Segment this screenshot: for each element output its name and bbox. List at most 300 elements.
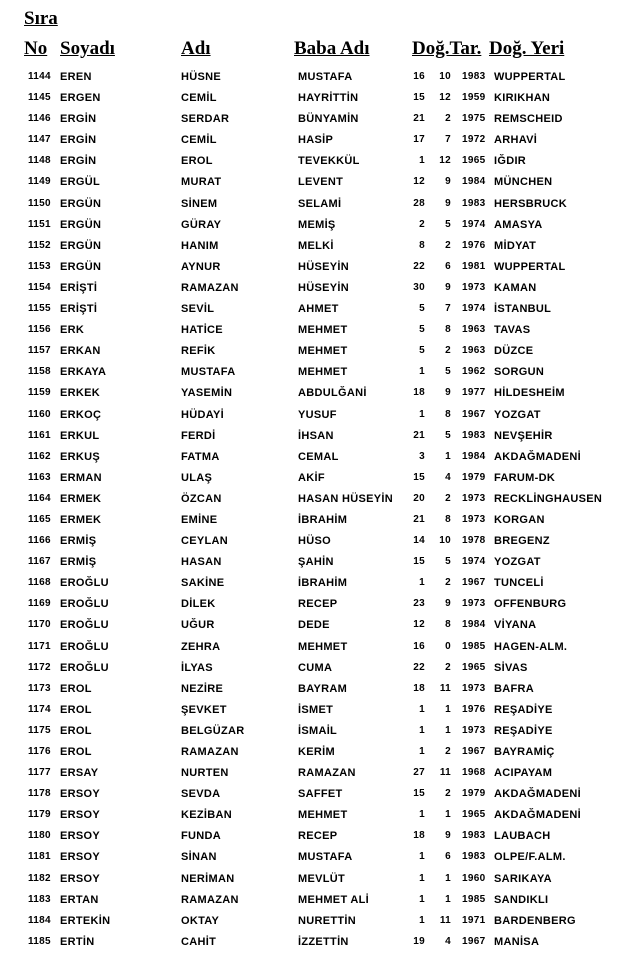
record-number: 1160 [28, 408, 51, 420]
record-number: 1150 [28, 197, 51, 209]
father-name: BAYRAM [298, 682, 348, 695]
table-row [0, 152, 630, 173]
birth-place: KAMAN [494, 281, 537, 294]
father-name: HASAN HÜSEYİN [298, 492, 393, 505]
father-name: İSMAİL [298, 724, 338, 737]
table-row [0, 532, 630, 553]
record-number: 1172 [28, 661, 51, 673]
birth-month: 11 [439, 682, 451, 694]
table-row [0, 785, 630, 806]
table-row [0, 427, 630, 448]
birth-year: 1978 [462, 535, 486, 547]
first-name: CAHİT [181, 935, 217, 948]
birth-day: 18 [413, 387, 425, 399]
father-name: RECEP [298, 830, 338, 843]
birth-place: MANİSA [494, 935, 540, 948]
birth-day: 15 [413, 556, 425, 568]
birth-year: 1967 [462, 935, 486, 947]
table-row [0, 384, 630, 405]
birth-year: 1984 [462, 450, 486, 462]
table-row [0, 363, 630, 384]
first-name: SİNEM [181, 197, 218, 210]
record-number: 1159 [28, 387, 51, 399]
father-name: CEMAL [298, 450, 339, 463]
father-name: LEVENT [298, 176, 344, 189]
birth-year: 1983 [462, 851, 486, 863]
first-name: RAMAZAN [181, 746, 239, 758]
father-name: MELKİ [298, 239, 334, 252]
father-name: MEVLÜT [298, 872, 346, 885]
surname: ERGÜN [60, 239, 102, 252]
birth-year: 1977 [462, 387, 486, 399]
table-row [0, 912, 630, 933]
birth-month: 0 [445, 640, 451, 652]
birth-place: AMASYA [494, 218, 543, 231]
birth-year: 1965 [462, 661, 486, 673]
record-number: 1155 [28, 303, 51, 315]
birth-place: TUNCELİ [494, 577, 544, 590]
surname: ERMEK [60, 492, 102, 505]
table-row [0, 659, 630, 680]
surname: EREN [60, 71, 92, 83]
record-number: 1179 [28, 809, 51, 821]
record-number: 1152 [28, 239, 51, 251]
table-row [0, 195, 630, 216]
birth-year: 1973 [462, 724, 486, 736]
birth-year: 1984 [462, 176, 486, 188]
first-name: SEVDA [181, 788, 221, 801]
birth-day: 1 [419, 809, 425, 821]
table-row [0, 680, 630, 701]
father-name: HASİP [298, 134, 334, 147]
record-number: 1168 [28, 577, 51, 589]
birth-place: BAYRAMİÇ [494, 746, 555, 758]
birth-year: 1972 [462, 134, 486, 146]
birth-month: 7 [445, 134, 451, 146]
first-name: SAKİNE [181, 577, 225, 590]
record-number: 1175 [28, 724, 51, 736]
birth-place: HERSBRUCK [494, 197, 567, 210]
father-name: ABDULĞANİ [298, 387, 367, 400]
father-name: İZZETTİN [298, 935, 349, 948]
surname: ERİŞTİ [60, 303, 98, 316]
surname: ERMİŞ [60, 556, 97, 569]
record-number: 1157 [28, 345, 51, 357]
first-name: HATİCE [181, 324, 223, 337]
father-name: SELAMİ [298, 197, 342, 210]
birth-month: 2 [445, 661, 451, 673]
record-number: 1173 [28, 682, 51, 694]
birth-year: 1981 [462, 260, 486, 272]
father-name: MEHMET [298, 366, 348, 379]
record-number: 1149 [28, 176, 51, 188]
surname: ERGİN [60, 155, 97, 168]
birth-place: BARDENBERG [494, 914, 576, 927]
header-birth-place: Doğ. Yeri [489, 38, 565, 59]
birth-month: 8 [445, 408, 451, 420]
first-name: BELGÜZAR [181, 724, 245, 737]
surname: ERTİN [60, 935, 95, 948]
birth-day: 28 [413, 197, 425, 209]
table-row [0, 469, 630, 490]
birth-month: 2 [445, 577, 451, 589]
birth-year: 1973 [462, 682, 486, 694]
table-row [0, 827, 630, 848]
birth-day: 21 [413, 513, 425, 525]
record-number: 1180 [28, 830, 51, 842]
birth-month: 9 [445, 281, 451, 293]
birth-place: ACIPAYAM [494, 767, 553, 780]
birth-day: 5 [419, 303, 425, 315]
birth-month: 1 [445, 724, 451, 736]
birth-place: REMSCHEID [494, 113, 563, 126]
first-name: FUNDA [181, 830, 221, 843]
father-name: HÜSEYİN [298, 281, 349, 294]
table-row [0, 701, 630, 722]
birth-month: 1 [445, 893, 451, 905]
first-name: AYNUR [181, 260, 221, 273]
table-row [0, 616, 630, 637]
father-name: MEHMET [298, 809, 348, 822]
birth-day: 1 [419, 893, 425, 905]
birth-month: 5 [445, 556, 451, 568]
record-number: 1163 [28, 471, 51, 483]
father-name: MEHMET [298, 345, 348, 358]
birth-day: 2 [419, 218, 425, 230]
birth-year: 1985 [462, 640, 486, 652]
birth-day: 1 [419, 746, 425, 757]
table-row [0, 110, 630, 131]
birth-month: 10 [439, 535, 451, 547]
birth-day: 15 [413, 788, 425, 800]
birth-month: 1 [445, 450, 451, 462]
birth-place: AKDAĞMADENİ [494, 450, 582, 463]
birth-day: 19 [413, 935, 425, 947]
record-number: 1184 [28, 914, 51, 926]
birth-year: 1973 [462, 513, 486, 525]
birth-place: YOZGAT [494, 556, 541, 569]
first-name: CEMİL [181, 92, 217, 105]
surname: ERSOY [60, 851, 101, 864]
first-name: HASAN [181, 556, 222, 569]
birth-month: 6 [445, 851, 451, 863]
birth-day: 1 [419, 872, 425, 884]
birth-place: MİDYAT [494, 239, 537, 252]
table-row [0, 638, 630, 659]
birth-year: 1959 [462, 92, 486, 104]
birth-place: İSTANBUL [494, 303, 552, 316]
birth-month: 8 [445, 619, 451, 631]
table-row [0, 848, 630, 869]
table-row [0, 722, 630, 743]
surname: ERGÜN [60, 197, 102, 210]
birth-day: 21 [413, 429, 425, 441]
record-number: 1146 [28, 113, 51, 125]
birth-year: 1960 [462, 872, 486, 884]
birth-day: 12 [413, 176, 425, 188]
birth-place: REŞADİYE [494, 724, 553, 737]
record-number: 1156 [28, 324, 51, 336]
record-number: 1174 [28, 703, 51, 715]
table-row [0, 511, 630, 532]
birth-place: HİLDESHEİM [494, 387, 565, 400]
birth-place: NEVŞEHİR [494, 429, 553, 442]
birth-place: AKDAĞMADENİ [494, 788, 582, 801]
header-father-name: Baba Adı [294, 38, 370, 59]
birth-place: FARUM-DK [494, 471, 556, 484]
birth-place: VİYANA [494, 619, 537, 632]
birth-year: 1967 [462, 577, 486, 589]
birth-place: KIRIKHAN [494, 92, 551, 105]
birth-day: 22 [413, 260, 425, 272]
birth-month: 2 [445, 239, 451, 251]
first-name: REFİK [181, 345, 216, 358]
record-number: 1181 [28, 851, 51, 863]
birth-year: 1967 [462, 408, 486, 420]
birth-place: AKDAĞMADENİ [494, 809, 582, 822]
record-number: 1162 [28, 450, 51, 462]
first-name: HANIM [181, 239, 219, 252]
birth-year: 1974 [462, 303, 486, 315]
first-name: RAMAZAN [181, 281, 239, 294]
birth-day: 8 [419, 239, 425, 251]
birth-day: 1 [419, 703, 425, 715]
surname: ERK [60, 324, 85, 337]
birth-place: DÜZCE [494, 345, 534, 358]
father-name: RECEP [298, 598, 338, 611]
birth-month: 8 [445, 324, 451, 336]
birth-month: 2 [445, 113, 451, 125]
header-no: No [24, 38, 48, 59]
birth-day: 1 [419, 577, 425, 589]
birth-month: 9 [445, 176, 451, 188]
surname: ERKAYA [60, 366, 107, 379]
first-name: FERDİ [181, 429, 216, 442]
first-name: MUSTAFA [181, 366, 236, 379]
table-row [0, 68, 630, 89]
birth-year: 1965 [462, 155, 486, 167]
birth-year: 1983 [462, 197, 486, 209]
table-row [0, 342, 630, 363]
surname: ERTAN [60, 893, 99, 906]
birth-place: SARIKAYA [494, 872, 552, 885]
record-number: 1178 [28, 788, 51, 800]
surname: ERMEK [60, 513, 102, 526]
first-name: EMİNE [181, 513, 218, 526]
surname: EROL [60, 724, 92, 737]
table-row [0, 553, 630, 574]
father-name: BÜNYAMİN [298, 113, 359, 126]
birth-month: 2 [445, 492, 451, 504]
surname: ERSOY [60, 788, 101, 801]
birth-day: 15 [413, 92, 425, 104]
first-name: SERDAR [181, 113, 230, 126]
first-name: RAMAZAN [181, 893, 239, 906]
record-number: 1151 [28, 218, 51, 230]
father-name: YUSUF [298, 408, 337, 421]
record-number: 1167 [28, 556, 51, 568]
table-row [0, 595, 630, 616]
surname: ERKEK [60, 387, 101, 400]
table-row [0, 490, 630, 511]
birth-year: 1962 [462, 366, 486, 378]
surname: ERGÜN [60, 260, 102, 273]
table-row [0, 321, 630, 342]
record-number: 1144 [28, 71, 51, 82]
birth-year: 1965 [462, 809, 486, 821]
father-name: ŞAHİN [298, 556, 334, 569]
birth-day: 18 [413, 830, 425, 842]
birth-year: 1973 [462, 598, 486, 610]
birth-day: 15 [413, 471, 425, 483]
birth-year: 1976 [462, 239, 486, 251]
birth-day: 20 [413, 492, 425, 504]
first-name: DİLEK [181, 598, 216, 611]
first-name: OKTAY [181, 914, 220, 927]
birth-day: 22 [413, 661, 425, 673]
first-name: CEYLAN [181, 535, 229, 548]
birth-year: 1975 [462, 113, 486, 125]
birth-month: 10 [439, 71, 451, 82]
birth-day: 3 [419, 450, 425, 462]
birth-day: 16 [413, 71, 425, 82]
birth-day: 21 [413, 113, 425, 125]
record-number: 1176 [28, 746, 51, 757]
table-row [0, 258, 630, 279]
surname: EROĞLU [60, 577, 109, 590]
first-name: İLYAS [181, 661, 213, 674]
first-name: ULAŞ [181, 471, 213, 484]
record-number: 1183 [28, 893, 51, 905]
father-name: NURETTİN [298, 914, 357, 927]
first-name: MURAT [181, 176, 222, 189]
record-number: 1171 [28, 640, 51, 652]
birth-month: 1 [445, 809, 451, 821]
birth-place: BREGENZ [494, 535, 550, 548]
record-number: 1148 [28, 155, 51, 167]
table-row [0, 933, 630, 954]
record-number: 1158 [28, 366, 51, 378]
surname: ERSOY [60, 809, 101, 822]
first-name: NURTEN [181, 767, 229, 780]
birth-month: 6 [445, 260, 451, 272]
father-name: CUMA [298, 661, 333, 674]
birth-month: 7 [445, 303, 451, 315]
birth-month: 5 [445, 366, 451, 378]
surname: ERİŞTİ [60, 281, 98, 294]
birth-place: SANDIKLI [494, 893, 549, 906]
birth-day: 30 [413, 281, 425, 293]
father-name: MUSTAFA [298, 851, 353, 864]
father-name: HÜSEYİN [298, 260, 349, 273]
birth-year: 1983 [462, 830, 486, 842]
first-name: SEVİL [181, 303, 215, 316]
birth-place: YOZGAT [494, 408, 541, 421]
birth-month: 1 [445, 872, 451, 884]
birth-year: 1985 [462, 893, 486, 905]
table-row [0, 448, 630, 469]
father-name: RAMAZAN [298, 767, 356, 780]
birth-day: 1 [419, 914, 425, 926]
father-name: MEHMET ALİ [298, 893, 370, 906]
birth-month: 12 [439, 92, 451, 104]
birth-day: 1 [419, 366, 425, 378]
father-name: KERİM [298, 746, 335, 758]
birth-day: 1 [419, 724, 425, 736]
record-number: 1153 [28, 260, 51, 272]
birth-day: 5 [419, 345, 425, 357]
birth-year: 1979 [462, 788, 486, 800]
birth-year: 1976 [462, 703, 486, 715]
surname: EROL [60, 703, 92, 716]
record-list [0, 68, 630, 954]
birth-month: 9 [445, 598, 451, 610]
table-row [0, 743, 630, 764]
record-number: 1185 [28, 935, 51, 947]
surname: ERMAN [60, 471, 102, 484]
birth-month: 1 [445, 703, 451, 715]
birth-day: 18 [413, 682, 425, 694]
first-name: HÜSNE [181, 71, 222, 83]
birth-day: 14 [413, 535, 425, 547]
birth-month: 5 [445, 218, 451, 230]
birth-year: 1979 [462, 471, 486, 483]
record-number: 1169 [28, 598, 51, 610]
record-number: 1145 [28, 92, 51, 104]
birth-place: OLPE/F.ALM. [494, 851, 566, 864]
first-name: EROL [181, 155, 213, 168]
birth-day: 17 [413, 134, 425, 146]
birth-month: 2 [445, 788, 451, 800]
birth-day: 12 [413, 619, 425, 631]
sira-title: Sıra [24, 8, 58, 29]
birth-year: 1971 [462, 914, 486, 926]
surname: EROL [60, 746, 92, 758]
first-name: NEZİRE [181, 682, 224, 695]
surname: ERSOY [60, 830, 101, 843]
table-row [0, 131, 630, 152]
father-name: HAYRİTTİN [298, 92, 359, 105]
father-name: İHSAN [298, 429, 334, 442]
first-name: UĞUR [181, 619, 215, 632]
surname: EROĞLU [60, 619, 109, 632]
birth-month: 2 [445, 345, 451, 357]
father-name: AKİF [298, 471, 325, 484]
birth-place: WUPPERTAL [494, 260, 566, 273]
birth-place: REŞADİYE [494, 703, 553, 716]
birth-place: RECKLİNGHAUSEN [494, 492, 603, 505]
surname: ERGÜL [60, 176, 100, 189]
birth-place: TAVAS [494, 324, 531, 337]
first-name: NERİMAN [181, 872, 235, 885]
birth-place: KORGAN [494, 513, 545, 526]
birth-place: SİVAS [494, 661, 528, 674]
birth-month: 12 [439, 155, 451, 167]
father-name: İSMET [298, 703, 334, 716]
table-row [0, 89, 630, 110]
father-name: HÜSO [298, 535, 331, 548]
birth-month: 2 [445, 746, 451, 757]
first-name: KEZİBAN [181, 809, 232, 822]
birth-year: 1967 [462, 746, 486, 757]
record-number: 1177 [28, 767, 51, 779]
record-number: 1182 [28, 872, 51, 884]
birth-month: 11 [439, 767, 451, 779]
father-name: İBRAHİM [298, 577, 348, 590]
surname: EROĞLU [60, 661, 109, 674]
record-number: 1166 [28, 535, 51, 547]
birth-month: 8 [445, 513, 451, 525]
